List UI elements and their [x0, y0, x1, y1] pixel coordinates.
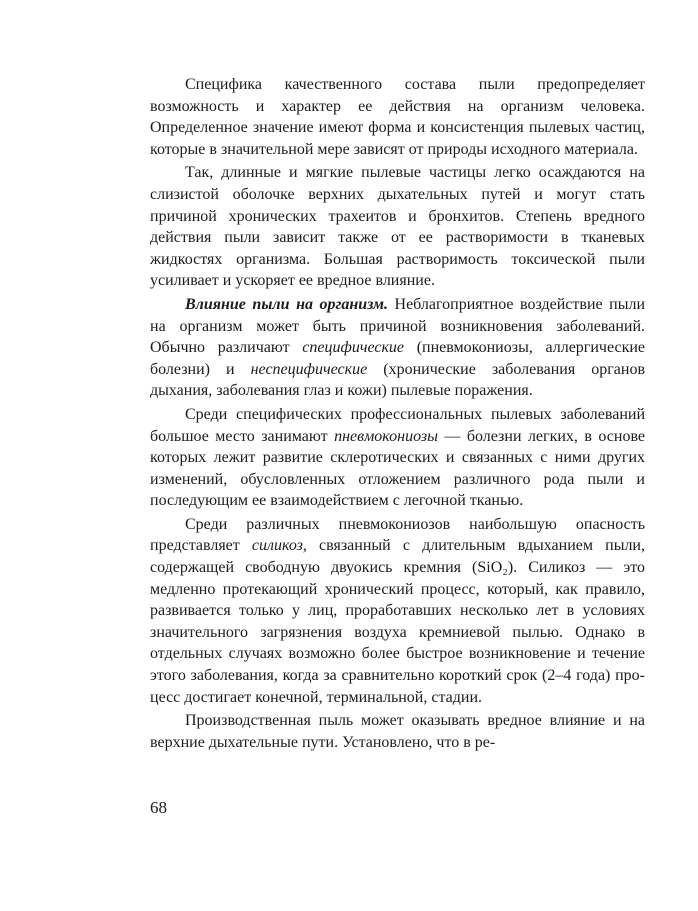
text-run: Производственная пыль может оказывать вредное влияние и на верхние дыхательные пути. Установлено, что в ре-	[150, 712, 645, 751]
paragraph	[150, 710, 645, 753]
text-run: — болезни легких, в основе которых лежит развитие склеротических и связанных с ними других изменений, обусловленных отложением различного рода пыли и последующим ее взаимодействием с легочной тканью.	[150, 427, 645, 510]
text-run: Неблагоприятное воздействие пыли на организм может быть причиной возникновения заболеваний. Обычно различают	[150, 295, 646, 357]
paragraph	[150, 294, 645, 402]
emphasized-text: специфические	[302, 339, 405, 357]
page-number: 68	[150, 798, 167, 817]
paragraph	[150, 514, 645, 708]
paragraph	[150, 404, 645, 512]
emphasized-text: силикоз,	[251, 537, 307, 555]
emphasized-text: пневмокониозы	[334, 427, 438, 445]
text-run: связанный с длительным вдыханием пыли, содержащей свободную двуокись кремния (SiO₂). Силикоз — это медленно протекающий хронический процесс, который, как правило, развивается только у лиц, проработавших несколько лет в условиях значительного загрязнения воздуха кремниевой пылью. Однако в отдельных случаях возможно более быстрое возникновение и течение этого заболевания, когда за сравнительно короткий срок (2–4 года) процесс достигает конечной, терминальной, стадии.	[150, 537, 645, 706]
emphasized-text: Влияние пыли на организм.	[185, 295, 388, 313]
paragraph	[150, 74, 645, 160]
text-run: (хронические заболевания органов дыхания, заболевания глаз и кожи) пылевые поражения.	[150, 360, 645, 400]
emphasized-text: неспецифические	[250, 360, 368, 378]
paragraph	[150, 162, 645, 292]
text-run: Среди специфических профессиональных пылевых заболеваний большое место занимают	[150, 405, 645, 445]
body-text	[150, 74, 645, 755]
text-run: Специфика качественного состава пыли предопределяет возможность и характер ее действия на организм человека. Определенное значение имеют форма и консистенция пылевых частиц, которые в значительной мере зависят от природы исходного материала.	[150, 76, 645, 158]
text-run: Среди различных пневмокониозов наибольшую опасность представляет	[150, 515, 645, 555]
text-run: (пневмокониозы, аллергические болезни) и	[150, 339, 646, 378]
text-run: Так, длинные и мягкие пылевые частицы легко осаждаются на слизистой оболочке верхних дыхательных путей и могут стать причиной хронических трахеитов и бронхитов. Степень вредного действия пыли зависит также от ее растворимости в тканевых жидкостях организма. Большая растворимость токсической пыли усиливает и ускоряет ее вредное влияние.	[150, 164, 645, 290]
